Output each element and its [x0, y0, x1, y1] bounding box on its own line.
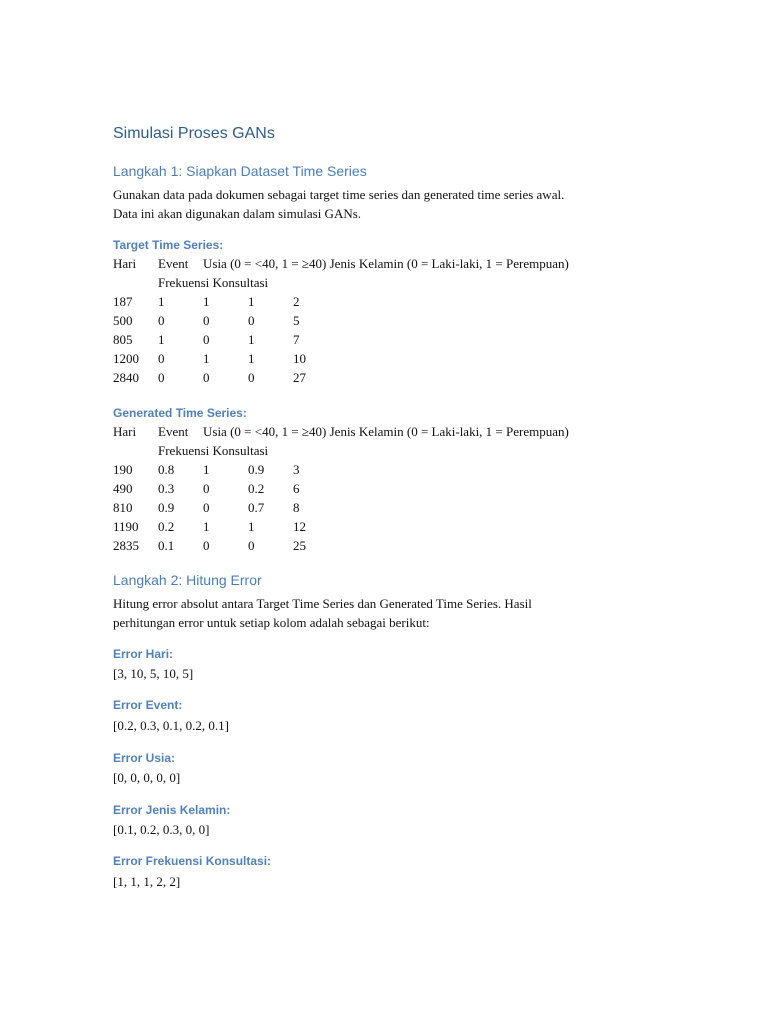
- table-cell: 8: [293, 500, 300, 515]
- generated-header-hari: Hari: [113, 424, 137, 439]
- table-cell: 0: [203, 332, 210, 347]
- table-cell: 810: [113, 500, 133, 515]
- table-cell: 0: [248, 538, 255, 553]
- table-cell: 0: [158, 370, 165, 385]
- table-cell: 0.3: [158, 481, 175, 496]
- error-hari-value: [3, 10, 5, 10, 5]: [113, 666, 194, 681]
- table-cell: 0.2: [158, 519, 175, 534]
- table-cell: 1: [203, 294, 210, 309]
- table-cell: 2: [293, 294, 300, 309]
- table-cell: 187: [113, 294, 133, 309]
- table-cell: 0: [203, 481, 210, 496]
- target-header-event: Event: [158, 256, 189, 271]
- error-frekuensi-konsultasi-value: [1, 1, 1, 2, 2]: [113, 874, 181, 889]
- table-cell: 1: [248, 351, 255, 366]
- table-cell: 1: [203, 462, 210, 477]
- table-cell: 0: [203, 500, 210, 515]
- target-series-heading: Target Time Series:: [113, 238, 224, 252]
- table-cell: 1: [158, 332, 165, 347]
- table-cell: 3: [293, 462, 300, 477]
- target-header-frekuensi: Frekuensi Konsultasi: [158, 275, 269, 290]
- table-cell: 805: [113, 332, 133, 347]
- table-cell: 0.1: [158, 538, 175, 553]
- table-cell: 25: [293, 538, 306, 553]
- table-cell: 7: [293, 332, 300, 347]
- table-cell: 2835: [113, 538, 139, 553]
- error-frekuensi-konsultasi-label: Error Frekuensi Konsultasi:: [113, 854, 272, 868]
- generated-header-event: Event: [158, 424, 189, 439]
- table-cell: 5: [293, 313, 300, 328]
- step1-paragraph-line1: Gunakan data pada dokumen sebagai target time series dan generated time series awal.: [113, 187, 565, 202]
- table-cell: 1: [248, 332, 255, 347]
- table-cell: 0: [158, 313, 165, 328]
- table-cell: 0.2: [248, 481, 265, 496]
- page-title: Simulasi Proses GANs: [113, 125, 275, 142]
- error-hari-label: Error Hari:: [113, 647, 174, 661]
- error-event-label: Error Event:: [113, 698, 183, 712]
- table-cell: 1: [248, 294, 255, 309]
- table-cell: 190: [113, 462, 133, 477]
- generated-series-heading: Generated Time Series:: [113, 406, 247, 420]
- error-event-value: [0.2, 0.3, 0.1, 0.2, 0.1]: [113, 718, 229, 733]
- table-cell: 0.8: [158, 462, 175, 477]
- table-cell: 0.9: [158, 500, 175, 515]
- table-cell: 500: [113, 313, 133, 328]
- target-header-usia-jenis-kelamin: Usia (0 = <40, 1 = ≥40) Jenis Kelamin (0 = Laki-laki, 1 = Perempuan): [203, 256, 569, 271]
- table-cell: 1: [203, 519, 210, 534]
- table-cell: 0: [203, 313, 210, 328]
- table-cell: 10: [293, 351, 306, 366]
- table-cell: 27: [293, 370, 306, 385]
- error-jenis-kelamin-value: [0.1, 0.2, 0.3, 0, 0]: [113, 822, 210, 837]
- step2-paragraph-line2: perhitungan error untuk setiap kolom adalah sebagai berikut:: [113, 615, 430, 630]
- table-cell: 0.9: [248, 462, 265, 477]
- table-cell: 0.7: [248, 500, 265, 515]
- table-cell: 0: [203, 538, 210, 553]
- step1-paragraph-line2: Data ini akan digunakan dalam simulasi GANs.: [113, 206, 362, 221]
- generated-header-frekuensi: Frekuensi Konsultasi: [158, 443, 269, 458]
- error-jenis-kelamin-label: Error Jenis Kelamin:: [113, 803, 231, 817]
- table-cell: 0: [248, 313, 255, 328]
- table-cell: 12: [293, 519, 306, 534]
- table-cell: 1: [158, 294, 165, 309]
- table-cell: 490: [113, 481, 133, 496]
- step2-paragraph-line1: Hitung error absolut antara Target Time Series dan Generated Time Series. Hasil: [113, 596, 532, 611]
- table-cell: 0: [158, 351, 165, 366]
- error-usia-value: [0, 0, 0, 0, 0]: [113, 770, 181, 785]
- table-cell: 0: [248, 370, 255, 385]
- table-cell: 6: [293, 481, 300, 496]
- generated-header-usia-jenis-kelamin: Usia (0 = <40, 1 = ≥40) Jenis Kelamin (0 = Laki-laki, 1 = Perempuan): [203, 424, 569, 439]
- step1-heading: Langkah 1: Siapkan Dataset Time Series: [113, 163, 367, 179]
- table-cell: 1190: [113, 519, 139, 534]
- target-header-hari: Hari: [113, 256, 137, 271]
- table-cell: 1: [248, 519, 255, 534]
- table-cell: 1200: [113, 351, 139, 366]
- error-usia-label: Error Usia:: [113, 751, 176, 765]
- table-cell: 0: [203, 370, 210, 385]
- table-cell: 1: [203, 351, 210, 366]
- step2-heading: Langkah 2: Hitung Error: [113, 572, 262, 588]
- table-cell: 2840: [113, 370, 139, 385]
